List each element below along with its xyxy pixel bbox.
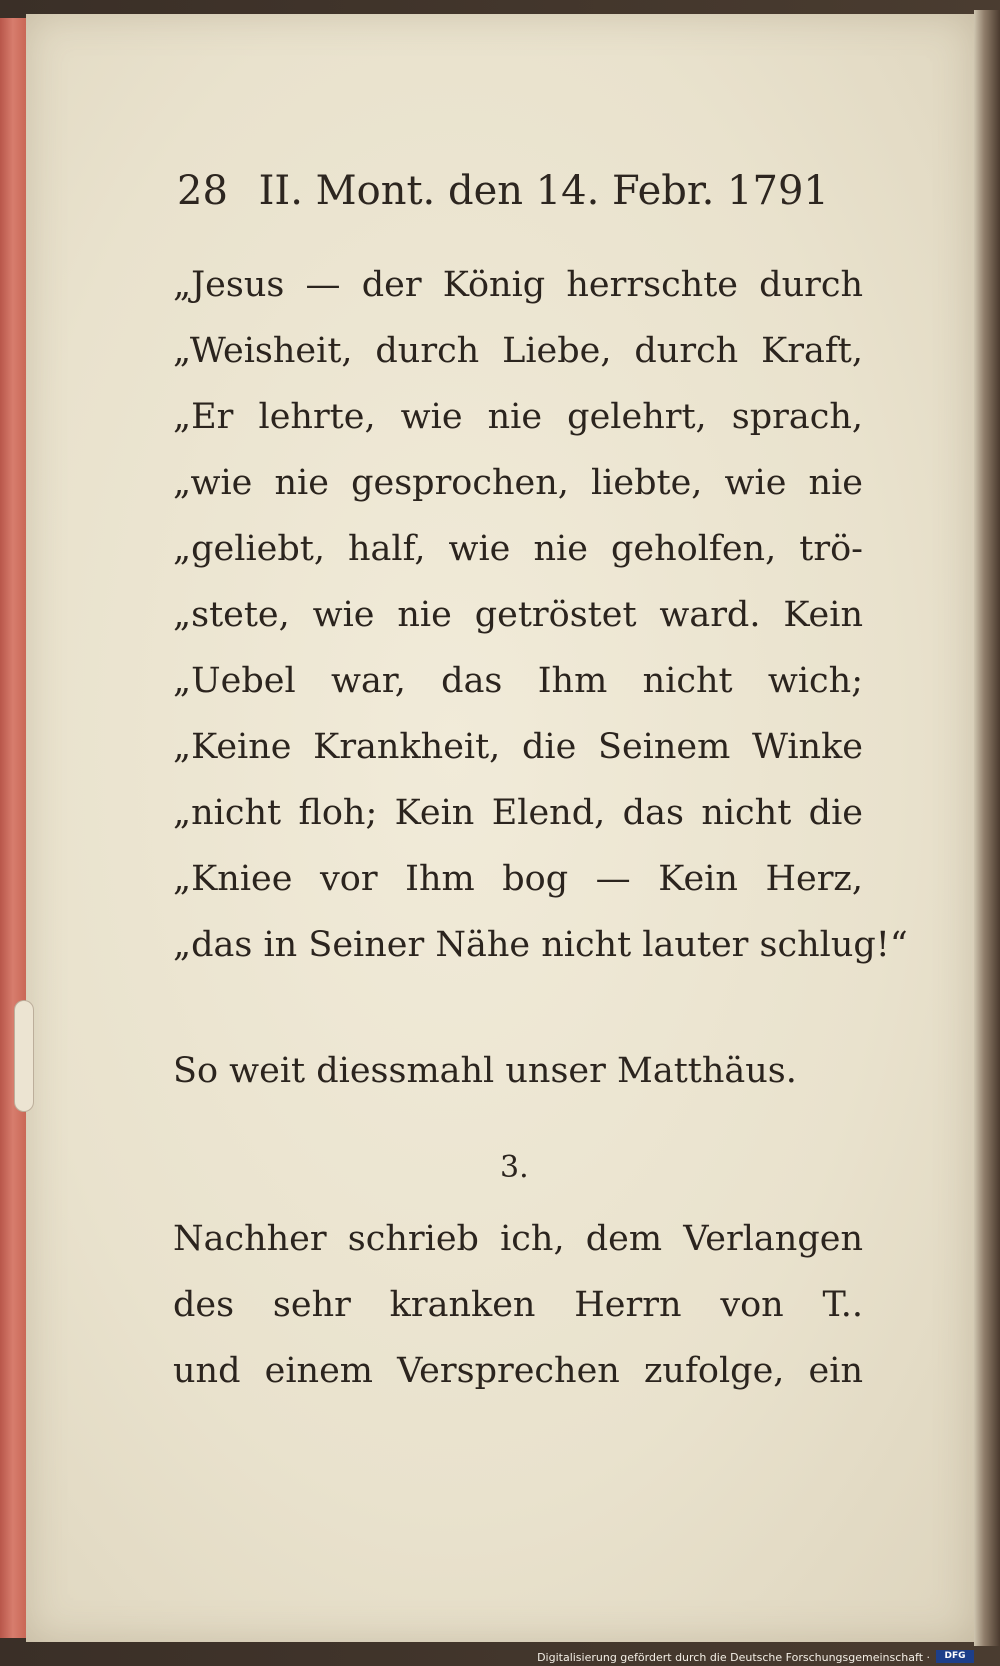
text-line: „stete, wie nie getröstet ward. Kein	[173, 595, 863, 635]
quotation-paragraph	[173, 252, 908, 1104]
text-line: des sehr kranken Herrn von T..	[173, 1285, 863, 1325]
text-line: „Jesus — der König herrschte durch	[173, 265, 863, 305]
text-line: und einem Versprechen zufolge, ein	[173, 1351, 863, 1391]
closing-line: So weit diessmahl unser Matthäus.	[173, 1051, 797, 1091]
text-line: „nicht floh; Kein Elend, das nicht die	[173, 793, 863, 833]
text-line: „geliebt, half, wie nie geholfen, trö-	[173, 529, 863, 569]
text-line: „Keine Krankheit, die Seinem Winke	[173, 727, 863, 767]
body-paragraph	[173, 1206, 863, 1404]
text-line: „wie nie gesprochen, liebte, wie nie	[173, 463, 863, 503]
page-number: 28	[177, 168, 228, 214]
dfg-logo-icon: DFG	[936, 1650, 974, 1663]
page-header	[177, 168, 829, 214]
page-tab	[14, 1000, 34, 1112]
text-line: „Uebel war, das Ihm nicht wich;	[173, 661, 863, 701]
digitization-credit: Digitalisierung gefördert durch die Deutsche Forschungsgemeinschaft ·	[537, 1651, 930, 1664]
section-number: 3.	[500, 1150, 529, 1185]
text-line: „Kniee vor Ihm bog — Kein Herz,	[173, 859, 863, 899]
text-line: „das in Seiner Nähe nicht lauter schlug!“	[173, 925, 908, 965]
text-line: Nachher schrieb ich, dem Verlangen	[173, 1219, 863, 1259]
text-line: „Er lehrte, wie nie gelehrt, sprach,	[173, 397, 863, 437]
running-title: II. Mont. den 14. Febr. 1791	[258, 168, 829, 214]
page-fore-edge	[974, 10, 1000, 1646]
text-line: „Weisheit, durch Liebe, durch Kraft,	[173, 331, 863, 371]
book-spine-edge	[0, 18, 28, 1638]
